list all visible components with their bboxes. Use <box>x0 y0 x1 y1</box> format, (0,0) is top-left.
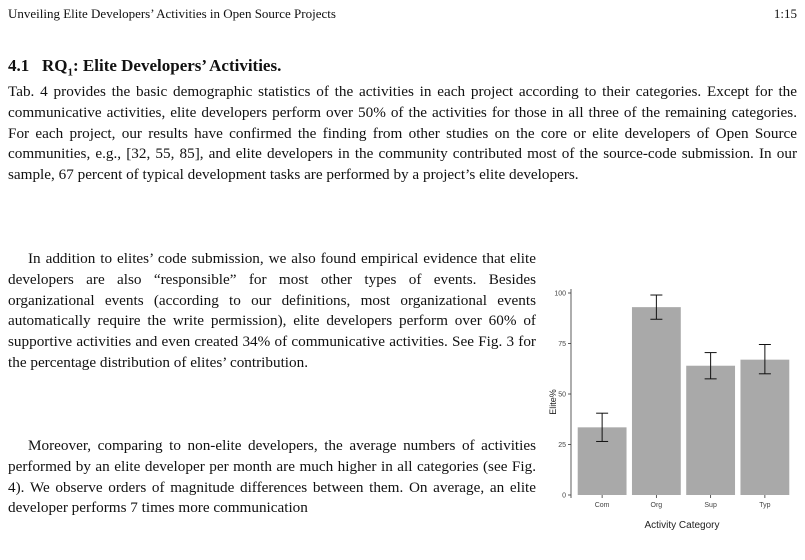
section-number: 4.1 <box>8 56 30 75</box>
x-tick-label-com: Com <box>594 502 610 509</box>
section-heading <box>8 56 281 78</box>
running-title: Unveiling Elite Developers’ Activities in Open Source Projects <box>8 6 336 21</box>
y-tick-label: 75 <box>558 341 566 348</box>
paragraph-1: Tab. 4 provides the basic demographic statistics of the activities in each project according to their categories. Except for the communicative activities, elite developers perform over 50% of the activities for those in all three of the remaining categories. For each project, our results have confirmed the finding from other studies on the core or elite developers of Open Source communities, e.g., [32, 55, 85], and elite developers in the community contributed most of the source-code submission. In our sample, 67 percent of typical development tasks are performed by a project’s elite developers. <box>8 83 797 184</box>
y-axis-label: Elite% <box>548 389 558 415</box>
bar-sup <box>686 366 735 495</box>
paragraph-2: In addition to elites’ code submission, we also found empirical evidence that elite developers are also “responsible” for most other types of events. Besides organizational events (according to our definitions, most organizational events automatically require the write permission), elite developers perform over 60% of supportive activities and even created 34% of communicative activities. See Fig. 3 for the percentage distribution of elites’ contribution. <box>8 250 536 371</box>
section-title-subscript: 1 <box>67 66 73 79</box>
x-tick-label-org: Org <box>650 502 663 509</box>
y-tick-label: 50 <box>558 391 566 399</box>
elite-percentage-bar-chart <box>544 282 796 532</box>
page-number: 1:15 <box>773 6 797 21</box>
section-title-prefix: RQ <box>42 56 68 75</box>
paragraph-3: Moreover, comparing to non-elite developers, the average numbers of activities performed by an elite developer per month are much higher in all categories (see Fig. 4). We observe orders of magnitude differences between them. On average, an elite developer performs 7 times more communication <box>8 437 536 517</box>
y-tick-label: 0 <box>562 492 566 500</box>
y-tick-label: 100 <box>554 290 566 298</box>
bar-org <box>632 307 681 495</box>
bar-typ <box>740 360 789 495</box>
running-header <box>8 4 797 24</box>
x-tick-label-sup: Sup <box>704 502 717 509</box>
x-axis-label: Activity Category <box>644 520 720 531</box>
x-tick-label-typ: Typ <box>759 502 771 509</box>
y-tick-label: 25 <box>558 442 566 449</box>
section-title-suffix: : Elite Developers’ Activities. <box>73 56 282 75</box>
